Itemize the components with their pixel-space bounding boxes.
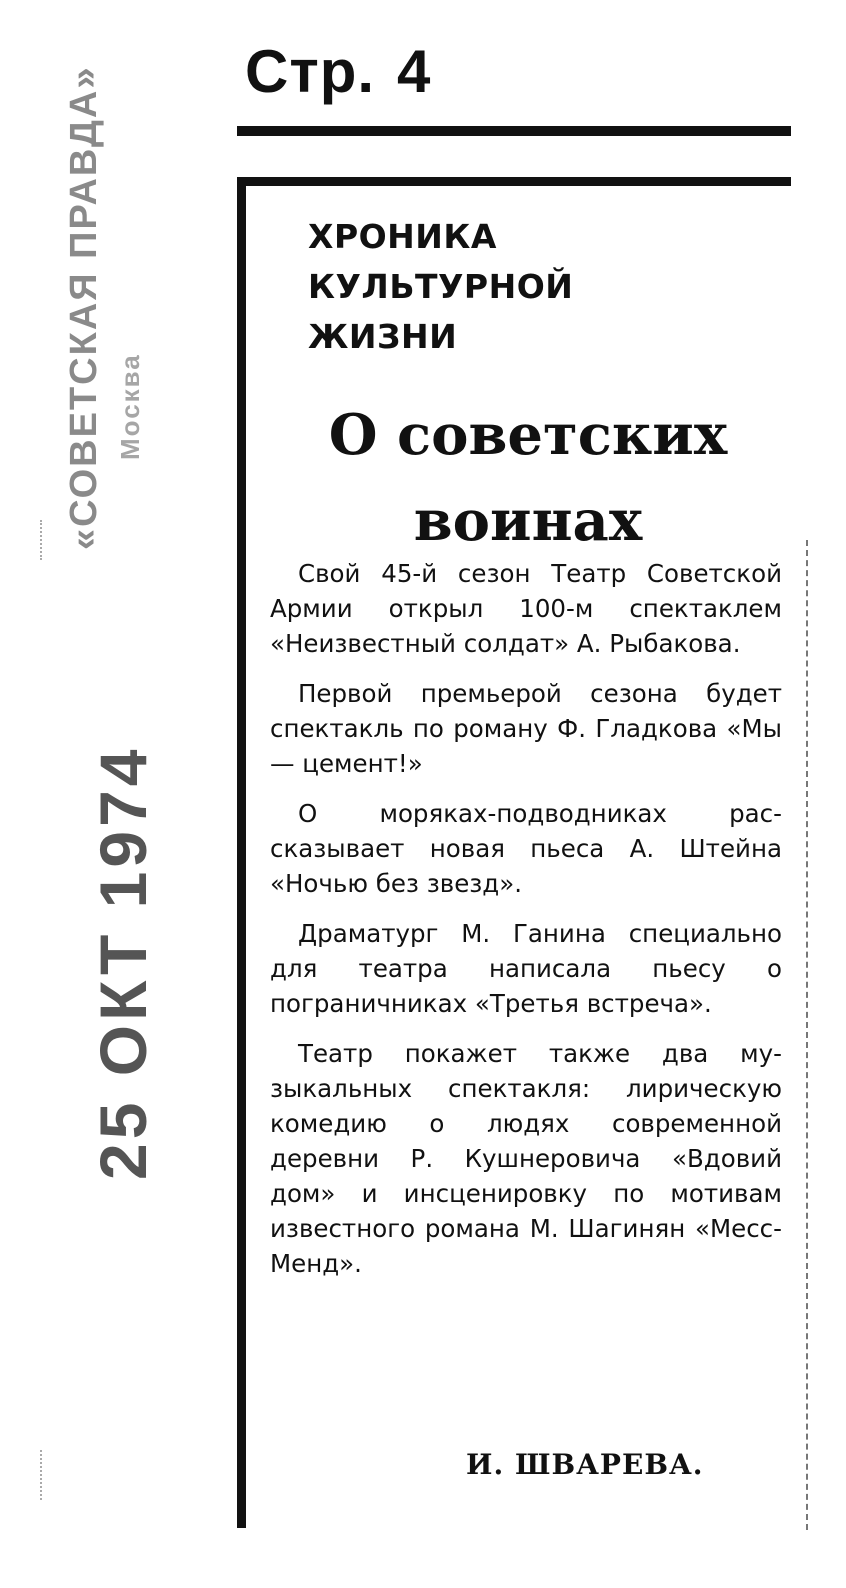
article-author: И. ШВАРЕВА. [466, 1448, 704, 1481]
margin-dots [40, 520, 44, 560]
newspaper-stamp-city: Москва [115, 353, 145, 460]
article-paragraph: Первой премьерой сезона будет спектакль по роману Ф. Гладкова «Мы — цемент!» [270, 679, 782, 778]
header-rule [237, 126, 791, 136]
page-number [245, 36, 431, 108]
article-frame-right [806, 540, 808, 1530]
rubric-line: ХРОНИКА [308, 217, 497, 256]
page-number-value: 4 [397, 38, 432, 105]
article-paragraph: О моряках-подводниках рассказывает новая пьеса А. Штейна «Ночью без звезд». [270, 799, 782, 898]
rubric-line: ЖИЗНИ [308, 317, 458, 356]
date-stamp [78, 745, 168, 1180]
newspaper-stamp [58, 65, 178, 550]
date-stamp-text: 25 ОКТ 1974 [86, 745, 160, 1180]
newspaper-stamp-title: «СОВЕТСКАЯ ПРАВДА» [63, 65, 105, 550]
rubric-line: КУЛЬТУРНОЙ [308, 267, 574, 306]
margin-dots [40, 1450, 44, 1500]
page-number-label: Стр. [245, 38, 376, 105]
article-body [270, 556, 782, 1296]
article-frame-left [237, 177, 246, 1528]
article-paragraph: Драматург М. Ганина специально для театра написала пьесу о пограничниках «Третья встреча». [270, 919, 782, 1018]
article-paragraph: Театр покажет также два музыкальных спектакля: лирическую комедию о людях современной деревни Р. Кушнеровича «Вдовий дом» и инсценировку по мотивам известного романа М. Шагинян «Месс-Менд». [270, 1039, 782, 1278]
article-frame-top [237, 177, 791, 186]
rubric-heading [308, 212, 573, 362]
article-paragraph: Свой 45-й сезон Театр Советской Армии открыл 100-м спектаклем «Неизвестный солдат» А. Рыбакова. [270, 559, 782, 658]
article-headline: О советских воинах [328, 402, 728, 554]
